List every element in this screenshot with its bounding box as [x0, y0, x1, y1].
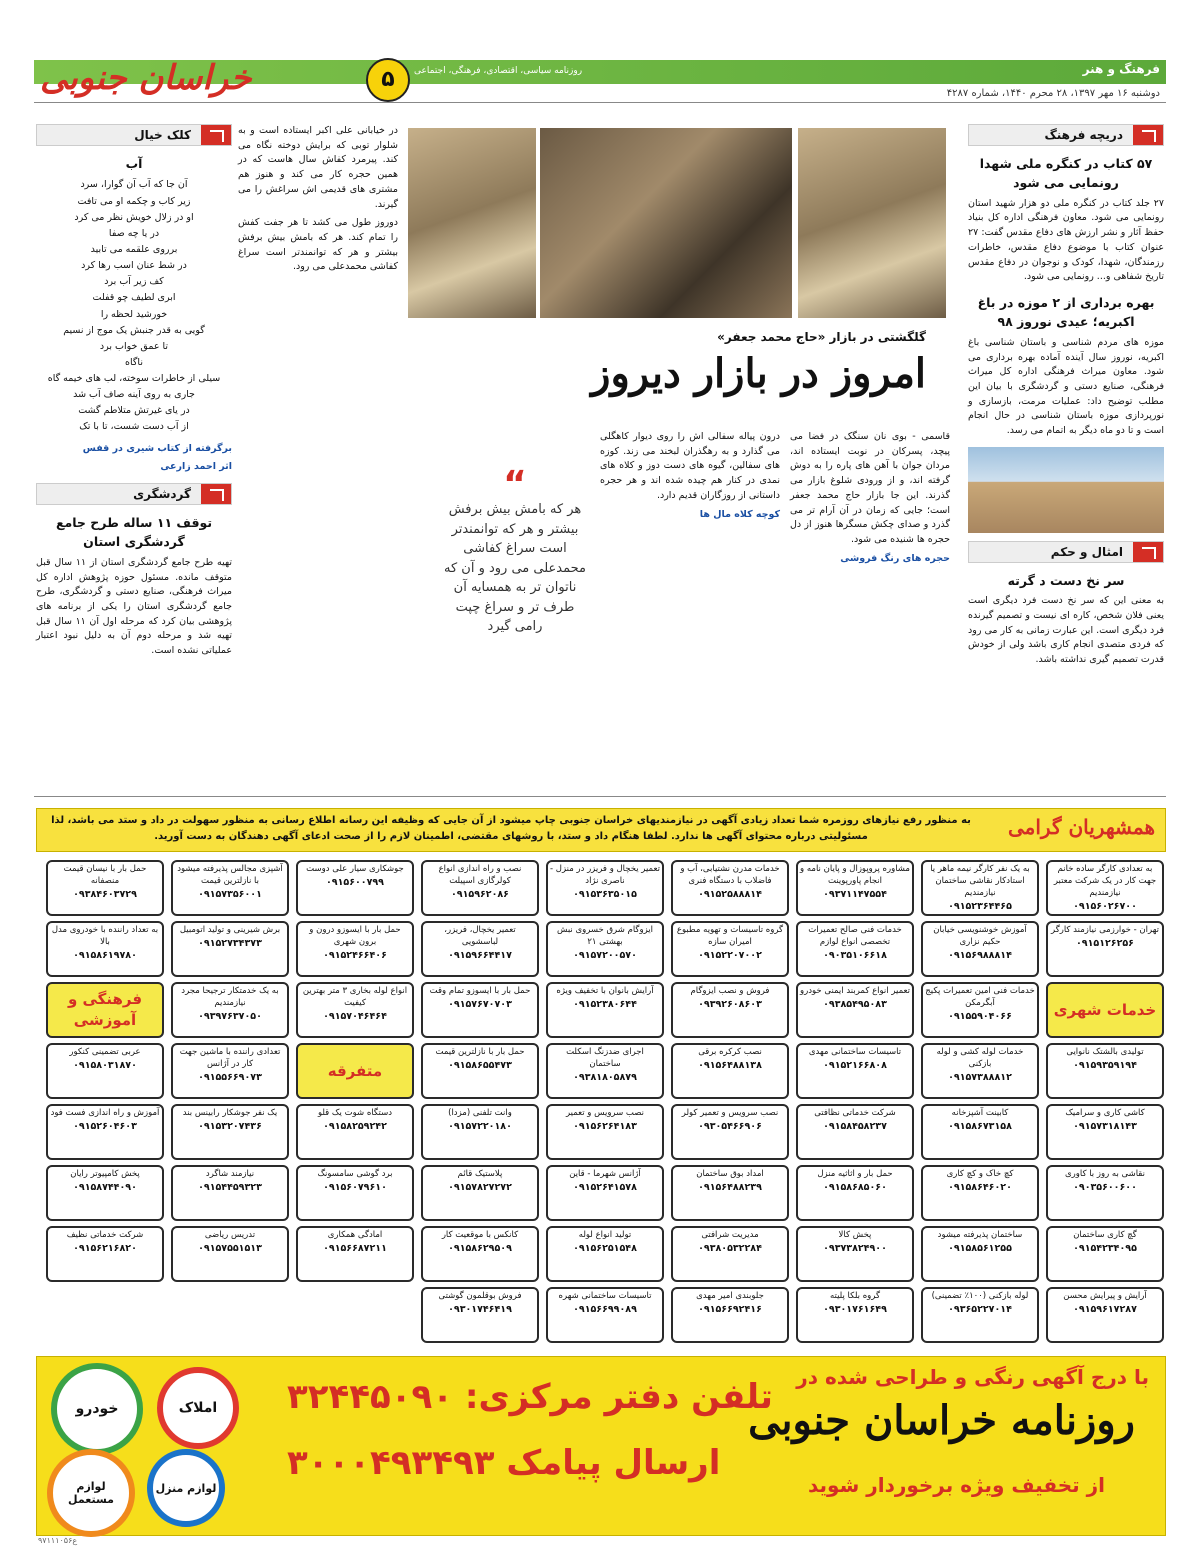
- promo-phone: تلفن دفتر مرکزی: ۳۲۴۴۵۰۹۰: [287, 1377, 773, 1417]
- ad-phone: ۰۹۱۵۶۰۰۷۹۹: [326, 876, 384, 888]
- ad-text: حمل بار با ایسوزو درون و برون شهری: [309, 925, 401, 947]
- ad-text: آموزش و راه اندازی فست فود: [50, 1108, 160, 1118]
- ad-text: پخش کامپیوتر رایان: [70, 1169, 140, 1179]
- ad-phone: ۰۹۱۵۸۶۷۳۱۵۸: [948, 1120, 1012, 1132]
- poem-line: زیر کاب و چکمه او می تافت: [77, 195, 191, 207]
- promo-sms: ارسال پیامک ۳۰۰۰۴۹۳۴۹۳: [287, 1443, 721, 1483]
- classified-ad: [171, 1104, 289, 1160]
- classified-ad: [421, 982, 539, 1038]
- poem-line: جاری به روی آینه صاف آب شد: [73, 389, 195, 401]
- ad-phone: ۰۹۱۵۹۶۲۰۸۶: [451, 888, 509, 900]
- classified-ad: [421, 1226, 539, 1282]
- classified-ad: [796, 1287, 914, 1343]
- section-mark-icon: [201, 484, 231, 504]
- classified-ad: [1046, 921, 1164, 977]
- ad-text: کچ خاک و کچ کاری: [946, 1169, 1014, 1179]
- section-mark-icon: [201, 125, 231, 145]
- classified-ad: [921, 1226, 1039, 1282]
- ad-text: عربی تضمینی کنکور: [69, 1047, 141, 1057]
- ad-text: حمل بار با نیسان قیمت منصفانه: [63, 864, 147, 886]
- poem-line: آن جا که آب آن گوارا، سرد: [80, 179, 188, 191]
- classified-ad: [171, 860, 289, 916]
- classified-ad: [46, 1165, 164, 1221]
- ad-text: آشپزی مجالس پذیرفته میشود با نازلترین قیمت: [177, 864, 283, 886]
- classified-ad: [546, 1104, 664, 1160]
- notice-title: همشهریان گرامی: [1007, 815, 1155, 839]
- ad-text: حمل بار و اثاثیه منزل: [817, 1169, 893, 1179]
- ad-phone: ۰۹۱۵۵۶۶۹۰۷۳: [198, 1071, 262, 1083]
- ad-phone: ۰۹۳۶۵۲۲۷۰۱۴: [948, 1303, 1012, 1315]
- classified-ad: [546, 1287, 664, 1343]
- classified-ad: [671, 860, 789, 916]
- ad-text: نصب کرکره برقی: [698, 1047, 762, 1057]
- classified-ad: [921, 860, 1039, 916]
- ad-text: پلاستیک قائم: [457, 1169, 503, 1179]
- poem-source: برگرفته از کتاب شیری در قفس: [82, 442, 232, 454]
- ad-text: به تعداد راننده با خودروی مدل بالا: [51, 925, 159, 947]
- ad-text: جوشکاری سیار علی دوست: [306, 864, 404, 874]
- ad-text: تعمیر انواع کمربند ایمنی خودرو: [800, 986, 910, 996]
- classified-ad: [796, 1104, 914, 1160]
- ad-text: تدریس ریاضی: [204, 1230, 256, 1240]
- classified-ad: [171, 921, 289, 977]
- poem-line: ابری لطیف چو قفلت: [92, 292, 176, 304]
- ad-phone: ۰۹۱۵۸۶۱۹۷۸۰: [73, 949, 137, 961]
- poem-line: تا عمق خواب برد: [99, 340, 169, 352]
- ad-phone: ۰۹۱۵۷۲۰۰۵۷۰: [573, 949, 637, 961]
- ad-text: امداد بوق ساختمان: [696, 1169, 764, 1179]
- poem-author: اثر احمد زارعی: [160, 461, 232, 473]
- ad-phone: ۰۹۱۵۷۳۸۸۸۱۲: [948, 1071, 1012, 1083]
- ad-phone: ۰۹۱۵۷۰۴۶۴۶۴: [323, 1010, 387, 1022]
- classified-ad: [546, 982, 664, 1038]
- ad-text: نصب سرویس و تعمیر: [565, 1108, 645, 1118]
- ad-phone: ۰۹۳۸۱۸۰۵۸۷۹: [573, 1071, 637, 1083]
- page-number: ۵: [366, 58, 410, 102]
- classified-ad: [1046, 1226, 1164, 1282]
- ad-text: ایزوگام شرق خسروی نبش بهشتی ۲۱: [557, 925, 653, 947]
- ad-phone: ۰۹۱۵۷۶۷۰۷۰۳: [448, 998, 512, 1010]
- ad-text: ساختمان پذیرفته میشود: [937, 1230, 1023, 1240]
- ad-text: خدمات لوله کشی و لوله بازکنی: [936, 1047, 1024, 1069]
- ads-category-label: [1046, 982, 1164, 1038]
- ad-text: انواع لوله بخاری ۳ متر بهترین کیفیت: [302, 986, 408, 1008]
- article-col-1: قاسمی - بوی نان سنگک در فضا می پیچد، پسرکان در نوبت ایستاده اند، مردان جوان با آهن های پاره را به دوش گرفته اند، و از ورودی شلوغ بازار می گذرند. این جا بازار حاج محمد جعفر است؛ جایی که زمان در آن آرام تر می گذرد و صدای چکش مسگرها هنوز از دل حجره ها شنیده می شود. حجره های رنگ فروشی: [790, 430, 950, 570]
- notice-body: به منظور رفع نیازهای روزمره شما تعداد زیادی آگهی در نیازمندیهای خراسان جنوبی چاپ میشود از آن جایی که وظیفه این رسانه اطلاع رسانی به منظور سهولت در داد و ستد می باشد، لذا مسئولیتی درباره محتوای آگهی ها ندارد. لطفا هنگام داد و ستد، با روشهای مقتضی، اطمینان لازم را از صحت ادعای آگهی دهندگان به دست آورید.: [51, 815, 971, 842]
- ad-phone: ۰۹۱۵۲۵۸۸۸۱۴: [698, 888, 762, 900]
- classified-ad: [171, 1226, 289, 1282]
- ad-phone: ۰۹۳۹۲۶۰۸۶۰۳: [698, 998, 762, 1010]
- news2-title: بهره برداری از ۲ موزه در باغ اکبریه؛ عیدی نوروز ۹۸: [977, 295, 1155, 330]
- ad-phone: ۰۹۱۵۷۲۲۰۱۸۰: [448, 1120, 512, 1132]
- ad-text: برش شیرینی و تولید اتومبیل: [179, 925, 281, 935]
- ad-text: به یک نفر کارگر نیمه ماهر یا استادکار نقاشی ساختمان نیازمندیم: [930, 864, 1030, 898]
- ad-text: اجرای ضدزنگ اسکلت ساختمان: [566, 1047, 644, 1069]
- ad-phone: ۰۹۱۵۹۶۶۴۴۱۷: [448, 949, 512, 961]
- newspaper-logo: خراسان جنوبی: [40, 58, 252, 98]
- ad-text: شرکت خدماتی نظیف: [66, 1230, 144, 1240]
- ad-phone: ۰۹۱۵۲۱۶۶۸۰۸: [823, 1059, 887, 1071]
- ad-phone: ۰۹۳۷۳۸۲۴۹۰۰: [823, 1242, 887, 1254]
- poem-line: کف زیر آب برد: [104, 276, 164, 288]
- classified-ad: [421, 860, 539, 916]
- promo-line2: روزنامه خراسان جنوبی: [748, 1397, 1135, 1444]
- classified-ad: [1046, 1043, 1164, 1099]
- classified-ad: [921, 1287, 1039, 1343]
- classified-ad: [1046, 1165, 1164, 1221]
- section-mark-icon: [1133, 542, 1163, 562]
- ad-phone: ۰۹۱۵۲۶۴۱۵۷۸: [573, 1181, 637, 1193]
- ad-text: فروش و نصب ایزوگام: [690, 986, 770, 996]
- ads-divider: [34, 796, 1166, 797]
- ad-text: نیازمند شاگرد: [205, 1169, 255, 1179]
- classified-ad: [921, 1043, 1039, 1099]
- article-col-3: در خیابانی علی اکبر ایستاده است و به شلوار توبی که برایش دوخته نگاه می کند. پیرمرد کفاش سال هاست که در همین حجره کار می کند و هنوز هم مشتری های قدیمی اش سراغش را می گیرند. دوروز طول می کشد تا هر جفت کفش را تمام کند. هر که بامش بیش برفش بیشتر و هر که توانمندتر است سراغ کفاشی محمدعلی می رود.: [238, 125, 398, 273]
- ad-phone: ۰۹۱۵۶۶۹۲۴۱۶: [698, 1303, 762, 1315]
- article-col-2: درون پیاله سفالی اش را روی دیوار کاهگلی می گذارد و به رهگذران لبخند می زند. کوزه های سفالین، گیوه های دست دوز و کلاه های نمدی در کنار هم چیده شده اند و هر حجره داستانی از روزگاران قدیم دارد. کوچه کلاه مال ها: [600, 430, 780, 526]
- ad-text: آرایش و پیرایش محسن: [1063, 1291, 1147, 1301]
- ad-phone: ۰۹۳۰۱۷۶۱۶۴۹: [823, 1303, 887, 1315]
- section-mark-icon: [1133, 125, 1163, 145]
- ad-phone: ۰۹۱۵۸۶۵۵۴۷۳: [448, 1059, 512, 1071]
- ad-text: حمل بار با نازلترین قیمت: [435, 1047, 525, 1057]
- category-circle-home-goods: لوازم منزل: [147, 1449, 225, 1527]
- ad-phone: ۰۹۱۵۲۳۶۴۴۶۵: [948, 900, 1012, 912]
- ad-phone: ۰۹۱۵۱۲۶۲۵۶: [1076, 937, 1134, 949]
- ad-phone: ۰۹۱۵۲۴۶۶۴۰۶: [323, 949, 387, 961]
- tourism-head: گردشگری: [36, 483, 232, 505]
- ad-phone: ۰۹۱۵۸۶۲۹۵۰۹: [448, 1242, 512, 1254]
- poem-line: ناگاه: [125, 356, 143, 368]
- ad-text: شرکت خدماتی نظافتی: [814, 1108, 896, 1118]
- ad-phone: ۰۹۳۸۵۴۹۵۰۸۳: [823, 998, 887, 1010]
- ad-code: ع۹۷۱۱۱۰۵۶: [38, 1536, 78, 1545]
- ad-phone: ۰۹۱۵۷۳۱۸۱۴۳: [1073, 1120, 1137, 1132]
- ad-phone: ۰۹۱۵۴۴۵۹۳۲۳: [198, 1181, 262, 1193]
- tourism-title: توقف ۱۱ ساله طرح جامع گردشگری استان: [55, 515, 213, 550]
- classified-ad: [46, 1226, 164, 1282]
- classified-ad: [421, 1165, 539, 1221]
- ad-phone: ۰۹۱۵۹۶۱۷۲۸۷: [1073, 1303, 1137, 1315]
- promo-footer: [36, 1356, 1166, 1536]
- classified-ad: [671, 1287, 789, 1343]
- classified-ad: [171, 982, 289, 1038]
- poem-line: در یا چه صفا: [108, 227, 160, 239]
- ad-phone: ۰۹۱۵۶۰۲۶۷۰۰: [1073, 900, 1137, 912]
- ad-phone: ۰۹۱۵۵۹۰۴۰۶۶: [948, 1010, 1012, 1022]
- ad-text: آرایش بانوان با تخفیف ویژه: [556, 986, 654, 996]
- classified-ad: [296, 921, 414, 977]
- proverb-text: به معنی این که سر نخ دست فرد دیگری است یعنی فلان شخص، کاره ای نیست و تصمیم گیرنده فرد دیگری است. این عبارت زمانی به کار می رود که فردی متصدی انجام کاری باشد ولی از خودش قدرت تصمیم گیری نداشته باشد.: [968, 595, 1164, 666]
- ad-phone: ۰۹۰۳۵۶۰۰۶۰۰: [1073, 1181, 1137, 1193]
- ad-phone: ۰۹۳۷۱۱۴۷۵۵۴: [823, 888, 887, 900]
- ad-text: نصب و راه اندازی انواع کولرگازی اسپیلت: [438, 864, 522, 886]
- classified-ad: [296, 1104, 414, 1160]
- ad-text: کاشی کاری و سرامیک: [1065, 1108, 1145, 1118]
- poem-title: آب: [125, 156, 143, 171]
- classified-ad: [796, 1226, 914, 1282]
- classified-ad: [421, 1043, 539, 1099]
- classified-ad: [671, 982, 789, 1038]
- ad-text: تاسیسات ساختمانی شهره: [558, 1291, 652, 1301]
- classified-ad: [671, 1165, 789, 1221]
- ad-phone: ۰۹۱۵۸۰۳۱۸۷۰: [73, 1059, 137, 1071]
- ad-phone: ۰۹۳۹۷۶۳۷۰۵۰: [198, 1010, 262, 1022]
- classified-ad: [171, 1043, 289, 1099]
- classified-ad: [46, 860, 164, 916]
- ad-text: خدمات فنی صالح تعمیرات تخصصی انواع لوازم: [808, 925, 902, 947]
- subhead-hat-alley: کوچه کلاه مال ها: [699, 508, 780, 520]
- poem-line: برروی علقمه می تابید: [90, 243, 178, 255]
- ad-text: امادگی همکاری: [327, 1230, 383, 1240]
- ad-text: فروش بوقلمون گوشتی: [438, 1291, 522, 1301]
- ad-phone: ۰۹۱۵۶۰۷۹۶۱۰: [323, 1181, 387, 1193]
- ad-phone: ۰۹۱۵۶۶۸۷۲۱۱: [323, 1242, 387, 1254]
- proverb-title: سر نخ دست د گرته: [1007, 572, 1125, 588]
- category-circle-vehicles: خودرو: [51, 1363, 143, 1455]
- classified-ad: [921, 921, 1039, 977]
- ad-text: به تعدادی کارگر ساده خانم جهت کار در یک شرکت معتبر نیازمندیم: [1053, 864, 1157, 898]
- ad-text: یک نفر جوشکار رابینس بند: [182, 1108, 278, 1118]
- classified-ad: [546, 921, 664, 977]
- dateline: دوشنبه ۱۶ مهر ۱۳۹۷، ۲۸ محرم ۱۴۴۰، شماره ۴۲۸۷: [946, 88, 1160, 99]
- poem-line: سیلی از خاطرات سوخته، لب های خیمه گاه: [47, 373, 221, 385]
- ad-text: فرهنگی و آموزشی: [67, 990, 143, 1029]
- ad-text: وانت تلفنی (مزدا): [448, 1108, 512, 1118]
- ad-phone: ۰۹۱۵۲۲۰۷۰۰۲: [698, 949, 762, 961]
- category-circle-real-estate: املاک: [157, 1367, 239, 1449]
- poem-line: در یای غیرتش متلاطم گشت: [78, 405, 190, 417]
- tagline: روزنامه سیاسی، اقتصادی، فرهنگی، اجتماعی: [414, 66, 583, 76]
- ad-text: تعمیر یخچال، فریزر، لباسشویی: [444, 925, 516, 947]
- ad-phone: ۰۹۳۸۰۵۳۲۲۸۴: [698, 1242, 762, 1254]
- classified-ad: [46, 1043, 164, 1099]
- classified-ad: [296, 1165, 414, 1221]
- culture-window-head: دریچه فرهنگ: [968, 124, 1164, 146]
- classified-ad: [921, 982, 1039, 1038]
- ad-text: حمل بار با ایسوزو تمام وقت: [429, 986, 531, 996]
- ad-text: تاسیسات ساختمانی مهدی: [808, 1047, 902, 1057]
- tourism-text: تهیه طرح جامع گردشگری استان از ۱۱ سال قبل متوقف مانده. مسئول حوزه پژوهش اداره کل میراث فرهنگی، صنایع دستی و گردشگری، طرح جامع گردشگری استان را یکی از برنامه های پژوهشی بیان کرد که مرحله اول آن ۱۱ سال قبل تهیه شد و مرحله دوم آن به دلیل نبود اعتبار عملیاتی نشده است.: [36, 556, 232, 657]
- poem-line: گویی به قدر جنبش یک موج از نسیم: [63, 324, 205, 336]
- ad-text: آموزش خوشنویسی خیابان حکیم نزاری: [933, 925, 1027, 947]
- ad-phone: ۰۹۱۵۴۲۳۴۰۹۵: [1073, 1242, 1137, 1254]
- ad-text: تولید انواع لوله: [578, 1230, 632, 1240]
- ads-category-label: [296, 1043, 414, 1099]
- ad-text: مشاوره پروپوزال و پایان نامه و انجام پاورپوینت: [800, 864, 910, 886]
- ad-text: خدمات فنی امین تعمیرات پکیج آبگرمکن: [925, 986, 1035, 1008]
- ad-text: جلوبندی امیر مهدی: [696, 1291, 764, 1301]
- ad-phone: ۰۹۳۰۵۴۶۶۹۰۶: [698, 1120, 762, 1132]
- classified-ad: [1046, 1104, 1164, 1160]
- ad-text: لوله بازکنی (۱۰۰٪ تضمینی): [931, 1291, 1029, 1301]
- ad-phone: ۰۹۱۵۲۶۰۴۶۰۳: [73, 1120, 137, 1132]
- ad-phone: ۰۹۱۵۸۲۵۹۲۴۲: [323, 1120, 387, 1132]
- classified-ad: [671, 1104, 789, 1160]
- news2-text: موزه های مردم شناسی و باستان شناسی باغ اکبریه، نوروز سال آینده آماده بهره برداری می شود. معاون میراث فرهنگی اداره کل میراث فرهنگی، صنایع دستی و گردشگری با بیان این مطلب توضیح داد: عملیات مرمت، بازسازی و نورپردازی موزه باستان شناسی در حال انجام است و تا دو ماه دیگر به اتمام می رسد.: [968, 336, 1164, 437]
- classified-ad: [546, 1226, 664, 1282]
- ad-phone: ۰۹۱۵۲۳۸۰۶۴۴: [573, 998, 637, 1010]
- header-divider: [34, 102, 1166, 103]
- subhead-paint-shops: حجره های رنگ فروشی: [840, 552, 950, 564]
- classified-ad: [421, 921, 539, 977]
- ad-text: نصب سرویس و تعمیر کولر: [681, 1108, 779, 1118]
- poem-line: از آب دست شست، تا با تک: [79, 421, 189, 433]
- classified-ad: [921, 1165, 1039, 1221]
- ad-phone: ۰۹۱۵۷۸۲۷۲۷۲: [448, 1181, 512, 1193]
- ad-text: به یک خدمتکار ترجیحا مجرد نیازمندیم: [181, 986, 279, 1008]
- article-headline: امروز در بازار دیروز: [591, 350, 926, 397]
- click-box-head: کلک خیال: [36, 124, 232, 146]
- poem-line: در شط عنان اسب رها کرد: [81, 260, 187, 272]
- ad-phone: ۰۹۱۵۸۴۵۸۲۳۷: [823, 1120, 887, 1132]
- classified-ad: [171, 1165, 289, 1221]
- ad-phone: ۰۹۱۵۶۲۵۱۵۴۸: [573, 1242, 637, 1254]
- poem-line: خورشید لحظه را: [100, 308, 168, 320]
- ad-phone: ۰۹۳۸۴۶۰۳۷۲۹: [73, 888, 137, 900]
- ad-text: کانکس با موقعیت کار: [441, 1230, 519, 1240]
- classified-ad: [671, 921, 789, 977]
- classified-ad: [421, 1287, 539, 1343]
- left-column: [36, 124, 232, 663]
- poem: [36, 177, 232, 435]
- ad-text: خدمات مدرن نشتیابی، آب و فاضلاب با دستگاه فنری: [680, 864, 780, 886]
- section-tag: فرهنگ و هنر: [1082, 62, 1160, 76]
- ad-text: گچ کاری ساختمان: [1073, 1230, 1137, 1240]
- ad-phone: ۰۹۱۵۹۳۵۹۱۹۴: [1073, 1059, 1137, 1071]
- classified-ad: [671, 1043, 789, 1099]
- category-circle-used-goods: لوازم مستعمل: [47, 1449, 135, 1537]
- classified-ad: [796, 860, 914, 916]
- classifieds-notice: [36, 808, 1166, 852]
- ad-phone: ۰۹۱۵۷۳۵۶۰۰۱: [198, 888, 262, 900]
- proverbs-head: امثال و حکم: [968, 541, 1164, 563]
- ad-phone: ۰۹۱۵۸۶۸۵۰۶۰: [823, 1181, 887, 1193]
- ad-phone: ۰۹۱۵۸۶۴۶۰۲۰: [948, 1181, 1012, 1193]
- news1-title: ۵۷ کتاب در کنگره ملی شهدا رونمایی می شود: [979, 156, 1153, 191]
- ad-phone: ۰۹۱۵۶۴۸۸۲۳۹: [698, 1181, 762, 1193]
- ad-text: نقاشی به روز با کاوری: [1065, 1169, 1145, 1179]
- pull-quote: “ هر که بامش بیش برفش بیشتر و هر که توانمندتر است سراغ کفاشی محمدعلی می رود و آن که ناتوان تر به همسایه آن طرف تر و سراغ چپت رامی گیرد: [440, 470, 590, 637]
- article-photo-alley: [408, 128, 536, 318]
- ad-text: پخش کالا: [838, 1230, 872, 1240]
- ad-phone: ۰۹۱۵۳۶۳۵۰۱۵: [573, 888, 637, 900]
- ad-phone: ۰۹۱۵۶۲۱۶۸۲۰: [73, 1242, 137, 1254]
- classified-ad: [296, 860, 414, 916]
- classified-ad: [1046, 860, 1164, 916]
- ad-text: تعدادی راننده با ماشین جهت کار در آژانس: [179, 1047, 281, 1069]
- classified-ad: [796, 1165, 914, 1221]
- classified-ad: [546, 1043, 664, 1099]
- ad-text: تهران - خوارزمی نیازمند کارگر: [1051, 925, 1159, 935]
- promo-line3: از تخفیف ویژه برخوردار شوید: [807, 1473, 1105, 1497]
- classified-ad: [46, 921, 164, 977]
- right-column: [968, 124, 1164, 672]
- poem-line: او در زلال خویش نظر می کرد: [74, 211, 194, 223]
- promo-line1: با درج آگهی رنگی و طراحی شده در: [796, 1365, 1149, 1389]
- classified-ad: [796, 921, 914, 977]
- classified-ad: [546, 860, 664, 916]
- ad-text: گروه تاسیسات و تهویه مطبوع امیران سازه: [676, 925, 784, 947]
- ad-phone: ۰۹۰۳۵۱۰۶۶۱۸: [823, 949, 887, 961]
- classified-ad: [796, 1043, 914, 1099]
- ad-text: دستگاه شوت یک قلو: [317, 1108, 393, 1118]
- ad-phone: ۰۹۱۵۸۷۴۴۰۹۰: [73, 1181, 137, 1193]
- classified-ad: [46, 1104, 164, 1160]
- ad-text: آژانس شهرما - قاین: [569, 1169, 641, 1179]
- ad-text: تولیدی بالشتک نانوایی: [1066, 1047, 1144, 1057]
- quote-mark-icon: “: [503, 464, 527, 505]
- classified-ad: [296, 1226, 414, 1282]
- ad-phone: ۰۹۱۵۶۲۶۴۱۸۳: [573, 1120, 637, 1132]
- news1-text: ۲۷ جلد کتاب در کنگره ملی دو هزار شهید استان رونمایی می شود. معاون فرهنگی اداره کل بنیاد حفظ آثار و نشر ارزش های دفاع مقدس گفت: ۲۷ عنوان کتاب با موضوع دفاع مقدس، خاطرات رزمندگان، شهدا، کودک و نوجوان در دفاع مقدس تاریخ شفاهی و... رونمایی می شود.: [968, 197, 1164, 283]
- ad-phone: ۰۹۱۵۳۲۰۷۴۳۶: [198, 1120, 262, 1132]
- ads-category-label: [46, 982, 164, 1038]
- museum-photo: [968, 447, 1164, 533]
- ad-text: خدمات شهری: [1053, 1000, 1157, 1019]
- classified-ad: [921, 1104, 1039, 1160]
- ad-text: مدیریت شرافتی: [701, 1230, 759, 1240]
- ad-phone: ۰۹۳۰۱۷۴۶۴۱۹: [448, 1303, 512, 1315]
- ad-text: برد گوشی سامسونگ: [317, 1169, 393, 1179]
- ad-phone: ۰۹۱۵۸۵۶۱۲۵۵: [948, 1242, 1012, 1254]
- ad-phone: ۰۹۱۵۷۵۵۱۵۱۳: [198, 1242, 262, 1254]
- classified-ad: [796, 982, 914, 1038]
- classified-ad: [546, 1165, 664, 1221]
- ad-text: تعمیر یخچال و فریزر در منزل - ناصری نژاد: [550, 864, 660, 886]
- ad-phone: ۰۹۱۵۶۹۸۸۸۱۴: [948, 949, 1012, 961]
- article-photo-bazaar: [798, 128, 946, 318]
- classified-ad: [1046, 1287, 1164, 1343]
- ad-text: متفرقه: [327, 1061, 383, 1080]
- classified-ads-grid: [36, 860, 1164, 1350]
- ad-text: کابینت آشپزخانه: [951, 1108, 1009, 1118]
- classified-ad: [421, 1104, 539, 1160]
- ad-phone: ۰۹۱۵۲۷۳۴۳۷۳: [198, 937, 262, 949]
- ad-phone: ۰۹۱۵۶۴۸۸۱۳۸: [698, 1059, 762, 1071]
- ad-text: گروه بلکا پلیته: [829, 1291, 881, 1301]
- classified-ad: [296, 982, 414, 1038]
- article-kicker: گلگشتی در بازار «حاج محمد جعفر»: [717, 330, 926, 344]
- classified-ad: [671, 1226, 789, 1282]
- article-photo-craftsman: [540, 128, 792, 318]
- ad-phone: ۰۹۱۵۶۶۹۹۰۸۹: [573, 1303, 637, 1315]
